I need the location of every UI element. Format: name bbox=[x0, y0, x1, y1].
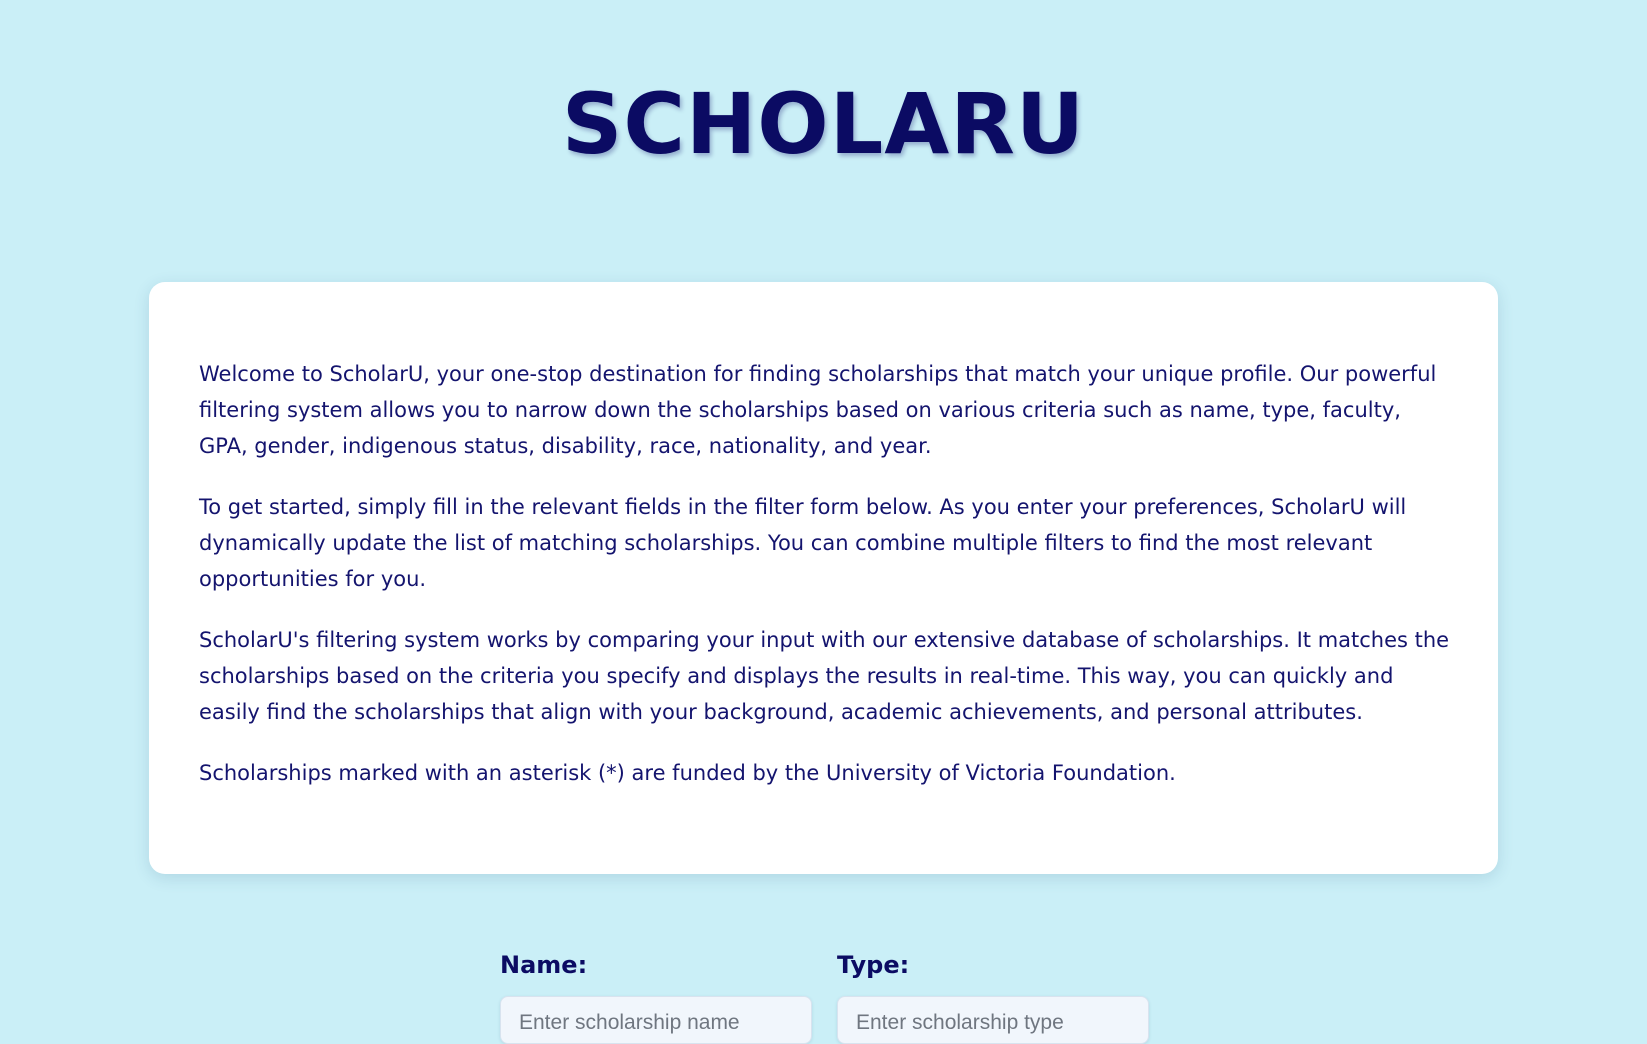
intro-card bbox=[149, 282, 1498, 874]
site-title: SCHOLARU bbox=[561, 75, 1086, 173]
name-filter-group bbox=[500, 950, 812, 1044]
scholarship-name-input[interactable] bbox=[500, 996, 812, 1044]
type-filter-group bbox=[837, 950, 1149, 1044]
scholarship-type-input[interactable] bbox=[837, 996, 1149, 1044]
intro-paragraph-asterisk-note: Scholarships marked with an asterisk (*) are funded by the University of Victoria Foundation. bbox=[199, 761, 1176, 785]
type-filter-label: Type: bbox=[837, 951, 910, 979]
intro-paragraph-getting-started: To get started, simply fill in the relevant fields in the filter form below. As you enter your preferences, ScholarU will dynamically update the list of matching scholarships. You can combine multiple filters to find the most relevant opportunities for you. bbox=[199, 495, 1407, 591]
name-filter-label: Name: bbox=[500, 951, 588, 979]
intro-paragraph-welcome: Welcome to ScholarU, your one-stop destination for finding scholarships that match your unique profile. Our powerful filtering system allows you to narrow down the scholarships based on various criteria such as name, type, faculty, GPA, gender, indigenous status, disability, race, nationality, and year. bbox=[199, 362, 1437, 458]
intro-paragraph-how-it-works: ScholarU's filtering system works by comparing your input with our extensive database of scholarships. It matches the scholarships based on the criteria you specify and displays the results in real-time. This way, you can quickly and easily find the scholarships that align with your background, academic achievements, and personal attributes. bbox=[199, 628, 1450, 724]
